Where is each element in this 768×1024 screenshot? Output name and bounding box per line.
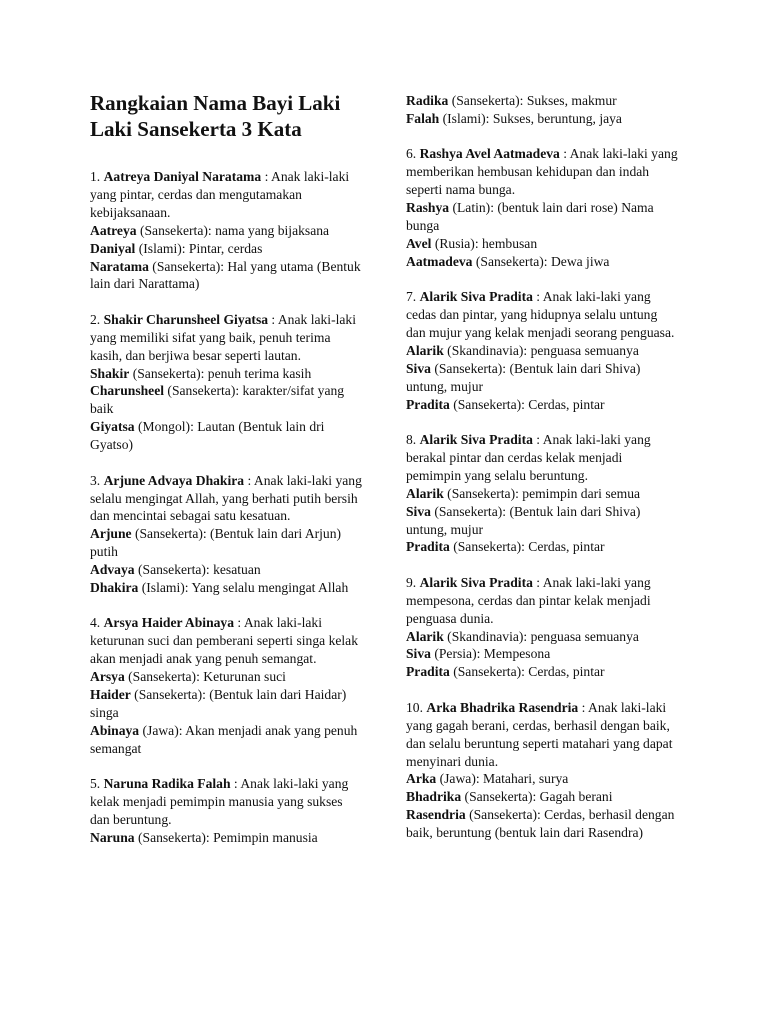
name-part-word: Arsya xyxy=(90,669,125,685)
name-part-meaning: (Islami): Yang selalu mengingat Allah xyxy=(138,580,349,596)
name-part-word: Advaya xyxy=(90,562,135,578)
name-part-meaning: (Sansekerta): Keturunan suci xyxy=(124,669,286,685)
entry-description: : Anak laki-laki yang memiliki sifat yang baik, penuh terima kasih, dan berjiwa besar seperti lautan. xyxy=(90,311,356,363)
entry-10 xyxy=(406,699,678,842)
entry-heading xyxy=(406,699,678,771)
name-part xyxy=(406,360,678,396)
name-part-meaning: (Sansekerta): nama yang bijaksana xyxy=(136,222,330,238)
entry-heading xyxy=(90,614,362,668)
name-part-word: Haider xyxy=(90,687,131,703)
entry-name: Alarik Siva Pradita xyxy=(419,289,533,305)
entry-number: 1. xyxy=(90,169,101,184)
name-part-word: Daniyal xyxy=(90,240,136,256)
name-part-word: Abinaya xyxy=(90,722,140,738)
name-part xyxy=(90,365,362,383)
entry-number: 7. xyxy=(406,289,417,305)
entry-4 xyxy=(90,614,362,757)
name-part-meaning: (Islami): Pintar, cerdas xyxy=(135,240,263,256)
entry-1 xyxy=(90,168,362,293)
name-part-meaning: (Sansekerta): karakter/sifat yang baik xyxy=(90,383,345,417)
name-part-word: Arjune xyxy=(90,526,132,542)
entry-name: Aatreya Daniyal Naratama xyxy=(103,169,262,184)
name-part xyxy=(90,240,362,258)
name-part-word: Alarik xyxy=(406,628,444,644)
name-part-meaning: (Skandinavia): penguasa semuanya xyxy=(443,628,639,644)
name-part-word: Radika xyxy=(406,93,449,108)
entry-number: 9. xyxy=(406,574,417,590)
name-part xyxy=(406,396,678,414)
name-part-meaning: (Sansekerta): Cerdas, pintar xyxy=(449,396,605,412)
entry-9 xyxy=(406,574,678,681)
entry-name: Naruna Radika Falah xyxy=(103,776,231,792)
entry-heading xyxy=(406,288,678,342)
name-part-word: Naratama xyxy=(90,258,149,274)
name-part-meaning: (Sansekerta): pemimpin dari semua xyxy=(443,485,641,501)
name-part-word: Pradita xyxy=(406,396,450,412)
entry-3 xyxy=(90,472,362,597)
name-part-meaning: (Sansekerta): Hal yang utama (Bentuk lain dari Narattama) xyxy=(90,258,361,292)
name-part-meaning: (Jawa): Akan menjadi anak yang penuh semangat xyxy=(90,722,358,756)
entry-number: 8. xyxy=(406,432,417,447)
entry-2 xyxy=(90,311,362,454)
name-part-word: Naruna xyxy=(90,829,135,845)
name-part-meaning: (Persia): Mempesona xyxy=(430,646,551,662)
name-part-word: Bhadrika xyxy=(406,789,462,805)
entry-heading xyxy=(406,574,678,628)
name-part xyxy=(406,663,678,681)
name-part-meaning: (Sansekerta): (Bentuk lain dari Haidar) singa xyxy=(90,687,347,720)
name-part xyxy=(406,628,678,646)
name-part-word: Charunsheel xyxy=(90,383,165,399)
name-part-word: Rashya xyxy=(406,200,450,216)
entry-name: Arka Bhadrika Rasendria xyxy=(426,699,579,715)
entry-name: Arjune Advaya Dhakira xyxy=(103,472,245,488)
entry-name: Arsya Haider Abinaya xyxy=(103,615,235,631)
name-part-meaning: (Sansekerta): Sukses, makmur xyxy=(448,93,617,108)
name-part-meaning: (Skandinavia): penguasa semuanya xyxy=(443,342,639,358)
entry-6 xyxy=(406,145,678,270)
name-part-meaning: (Sansekerta): Dewa jiwa xyxy=(472,253,610,269)
entry-heading xyxy=(406,145,678,199)
entry-description: : Anak laki-laki yang selalu mengingat Allah, yang berhati putih bersih dan mencintai sebagai satu kesatuan. xyxy=(90,472,362,524)
right-column xyxy=(406,92,678,860)
name-part xyxy=(90,722,362,758)
entry-number: 10. xyxy=(406,699,423,715)
entry-number: 2. xyxy=(90,311,101,327)
name-part-meaning: (Sansekerta): Pemimpin manusia xyxy=(134,829,318,845)
name-part-meaning: (Latin): (bentuk lain dari rose) Nama bunga xyxy=(406,200,654,233)
name-part-word: Siva xyxy=(406,503,431,519)
entry-5-continuation xyxy=(406,92,678,128)
name-part-word: Avel xyxy=(406,235,432,251)
name-part xyxy=(406,342,678,360)
name-part xyxy=(90,382,362,418)
name-part xyxy=(406,538,678,556)
name-part-word: Siva xyxy=(406,646,431,662)
name-part xyxy=(90,829,362,847)
name-part-meaning: (Sansekerta): Cerdas, pintar xyxy=(449,664,605,680)
name-part xyxy=(406,110,678,128)
name-part xyxy=(406,485,678,503)
name-part xyxy=(90,579,362,597)
name-part-meaning: (Rusia): hembusan xyxy=(431,235,538,251)
entry-heading xyxy=(406,431,678,485)
entry-name: Alarik Siva Pradita xyxy=(419,432,533,447)
left-column xyxy=(90,168,362,864)
name-part-meaning: (Sansekerta): (Bentuk lain dari Shiva) untung, mujur xyxy=(406,503,641,537)
name-part-meaning: (Sansekerta): Cerdas, pintar xyxy=(449,539,605,555)
name-part-word: Arka xyxy=(406,771,437,787)
entry-heading xyxy=(90,168,362,222)
name-part xyxy=(90,258,362,294)
entry-5 xyxy=(90,775,362,847)
document-title: Rangkaian Nama Bayi Laki Laki Sansekerta 3 Kata xyxy=(90,91,341,141)
entry-number: 4. xyxy=(90,615,101,631)
entry-description: : Anak laki-laki yang cedas dan pintar, yang hidupnya selalu untung dan mujur yang kelak menjadi seorang penguasa. xyxy=(406,289,675,340)
name-part xyxy=(90,686,362,722)
entry-8 xyxy=(406,431,678,556)
entry-description: : Anak laki-laki keturunan suci dan pemberani seperti singa kelak akan menjadi anak yang penuh semangat. xyxy=(90,615,359,667)
entry-heading xyxy=(90,311,362,365)
entry-7 xyxy=(406,288,678,413)
entry-number: 6. xyxy=(406,146,417,162)
name-part-word: Alarik xyxy=(406,342,444,358)
name-part-meaning: (Mongol): Lautan (Bentuk lain dri Gyatso) xyxy=(90,419,325,453)
name-part-word: Falah xyxy=(406,110,440,126)
name-part-meaning: (Sansekerta): kesatuan xyxy=(134,562,261,578)
name-part-meaning: (Jawa): Matahari, surya xyxy=(436,771,569,787)
name-part-word: Alarik xyxy=(406,485,444,501)
entry-description: : Anak laki-laki yang kelak menjadi pemimpin manusia yang sukses dan beruntung. xyxy=(90,776,349,827)
name-part xyxy=(406,645,678,663)
name-part-word: Giyatsa xyxy=(90,419,135,435)
name-part-word: Shakir xyxy=(90,365,130,381)
name-part-meaning: (Sansekerta): Cerdas, berhasil dengan baik, beruntung (bentuk lain dari Rasendra) xyxy=(406,807,675,841)
name-part-word: Pradita xyxy=(406,664,450,680)
name-part xyxy=(406,92,678,110)
entry-heading xyxy=(90,775,362,829)
entry-description: : Anak laki-laki yang memberikan hembusan kehidupan dan indah seperti nama bunga. xyxy=(406,146,678,198)
entry-number: 5. xyxy=(90,776,101,792)
entry-name: Rashya Avel Aatmadeva xyxy=(419,146,560,162)
name-part-word: Siva xyxy=(406,360,431,376)
entry-number: 3. xyxy=(90,472,101,488)
name-part xyxy=(90,525,362,561)
entry-name: Alarik Siva Pradita xyxy=(419,574,533,590)
name-part xyxy=(90,668,362,686)
name-part-meaning: (Sansekerta): (Bentuk lain dari Arjun) putih xyxy=(90,526,342,560)
name-part xyxy=(406,503,678,539)
name-part-word: Pradita xyxy=(406,539,450,555)
name-part-meaning: (Sansekerta): (Bentuk lain dari Shiva) untung, mujur xyxy=(406,360,641,394)
name-part xyxy=(406,806,678,842)
name-part xyxy=(90,561,362,579)
name-part-meaning: (Sansekerta): penuh terima kasih xyxy=(129,365,312,381)
entry-description: : Anak laki-laki yang mempesona, cerdas dan pintar kelak menjadi penguasa dunia. xyxy=(406,574,651,626)
name-part xyxy=(406,253,678,271)
name-part xyxy=(90,222,362,240)
name-part-word: Rasendria xyxy=(406,807,466,823)
name-part-word: Aatmadeva xyxy=(406,253,473,269)
name-part-word: Aatreya xyxy=(90,222,137,238)
name-part-word: Dhakira xyxy=(90,580,139,596)
name-part xyxy=(406,788,678,806)
name-part xyxy=(406,199,678,235)
name-part xyxy=(90,418,362,454)
entry-description: : Anak laki-laki yang berakal pintar dan cerdas kelak menjadi pemimpin yang selalu beruntung. xyxy=(406,432,651,483)
name-part xyxy=(406,770,678,788)
entry-description: : Anak laki-laki yang pintar, cerdas dan mengutamakan kebijaksanaan. xyxy=(90,169,350,220)
entry-name: Shakir Charunsheel Giyatsa xyxy=(103,311,269,327)
entry-heading xyxy=(90,472,362,526)
name-part-meaning: (Islami): Sukses, beruntung, jaya xyxy=(439,110,622,126)
name-part-meaning: (Sansekerta): Gagah berani xyxy=(461,789,613,805)
entry-description: : Anak laki-laki yang gagah berani, cerdas, berhasil dengan baik, dan selalu beruntung seperti matahari yang dapat menyinari dunia. xyxy=(406,699,673,769)
name-part xyxy=(406,235,678,253)
